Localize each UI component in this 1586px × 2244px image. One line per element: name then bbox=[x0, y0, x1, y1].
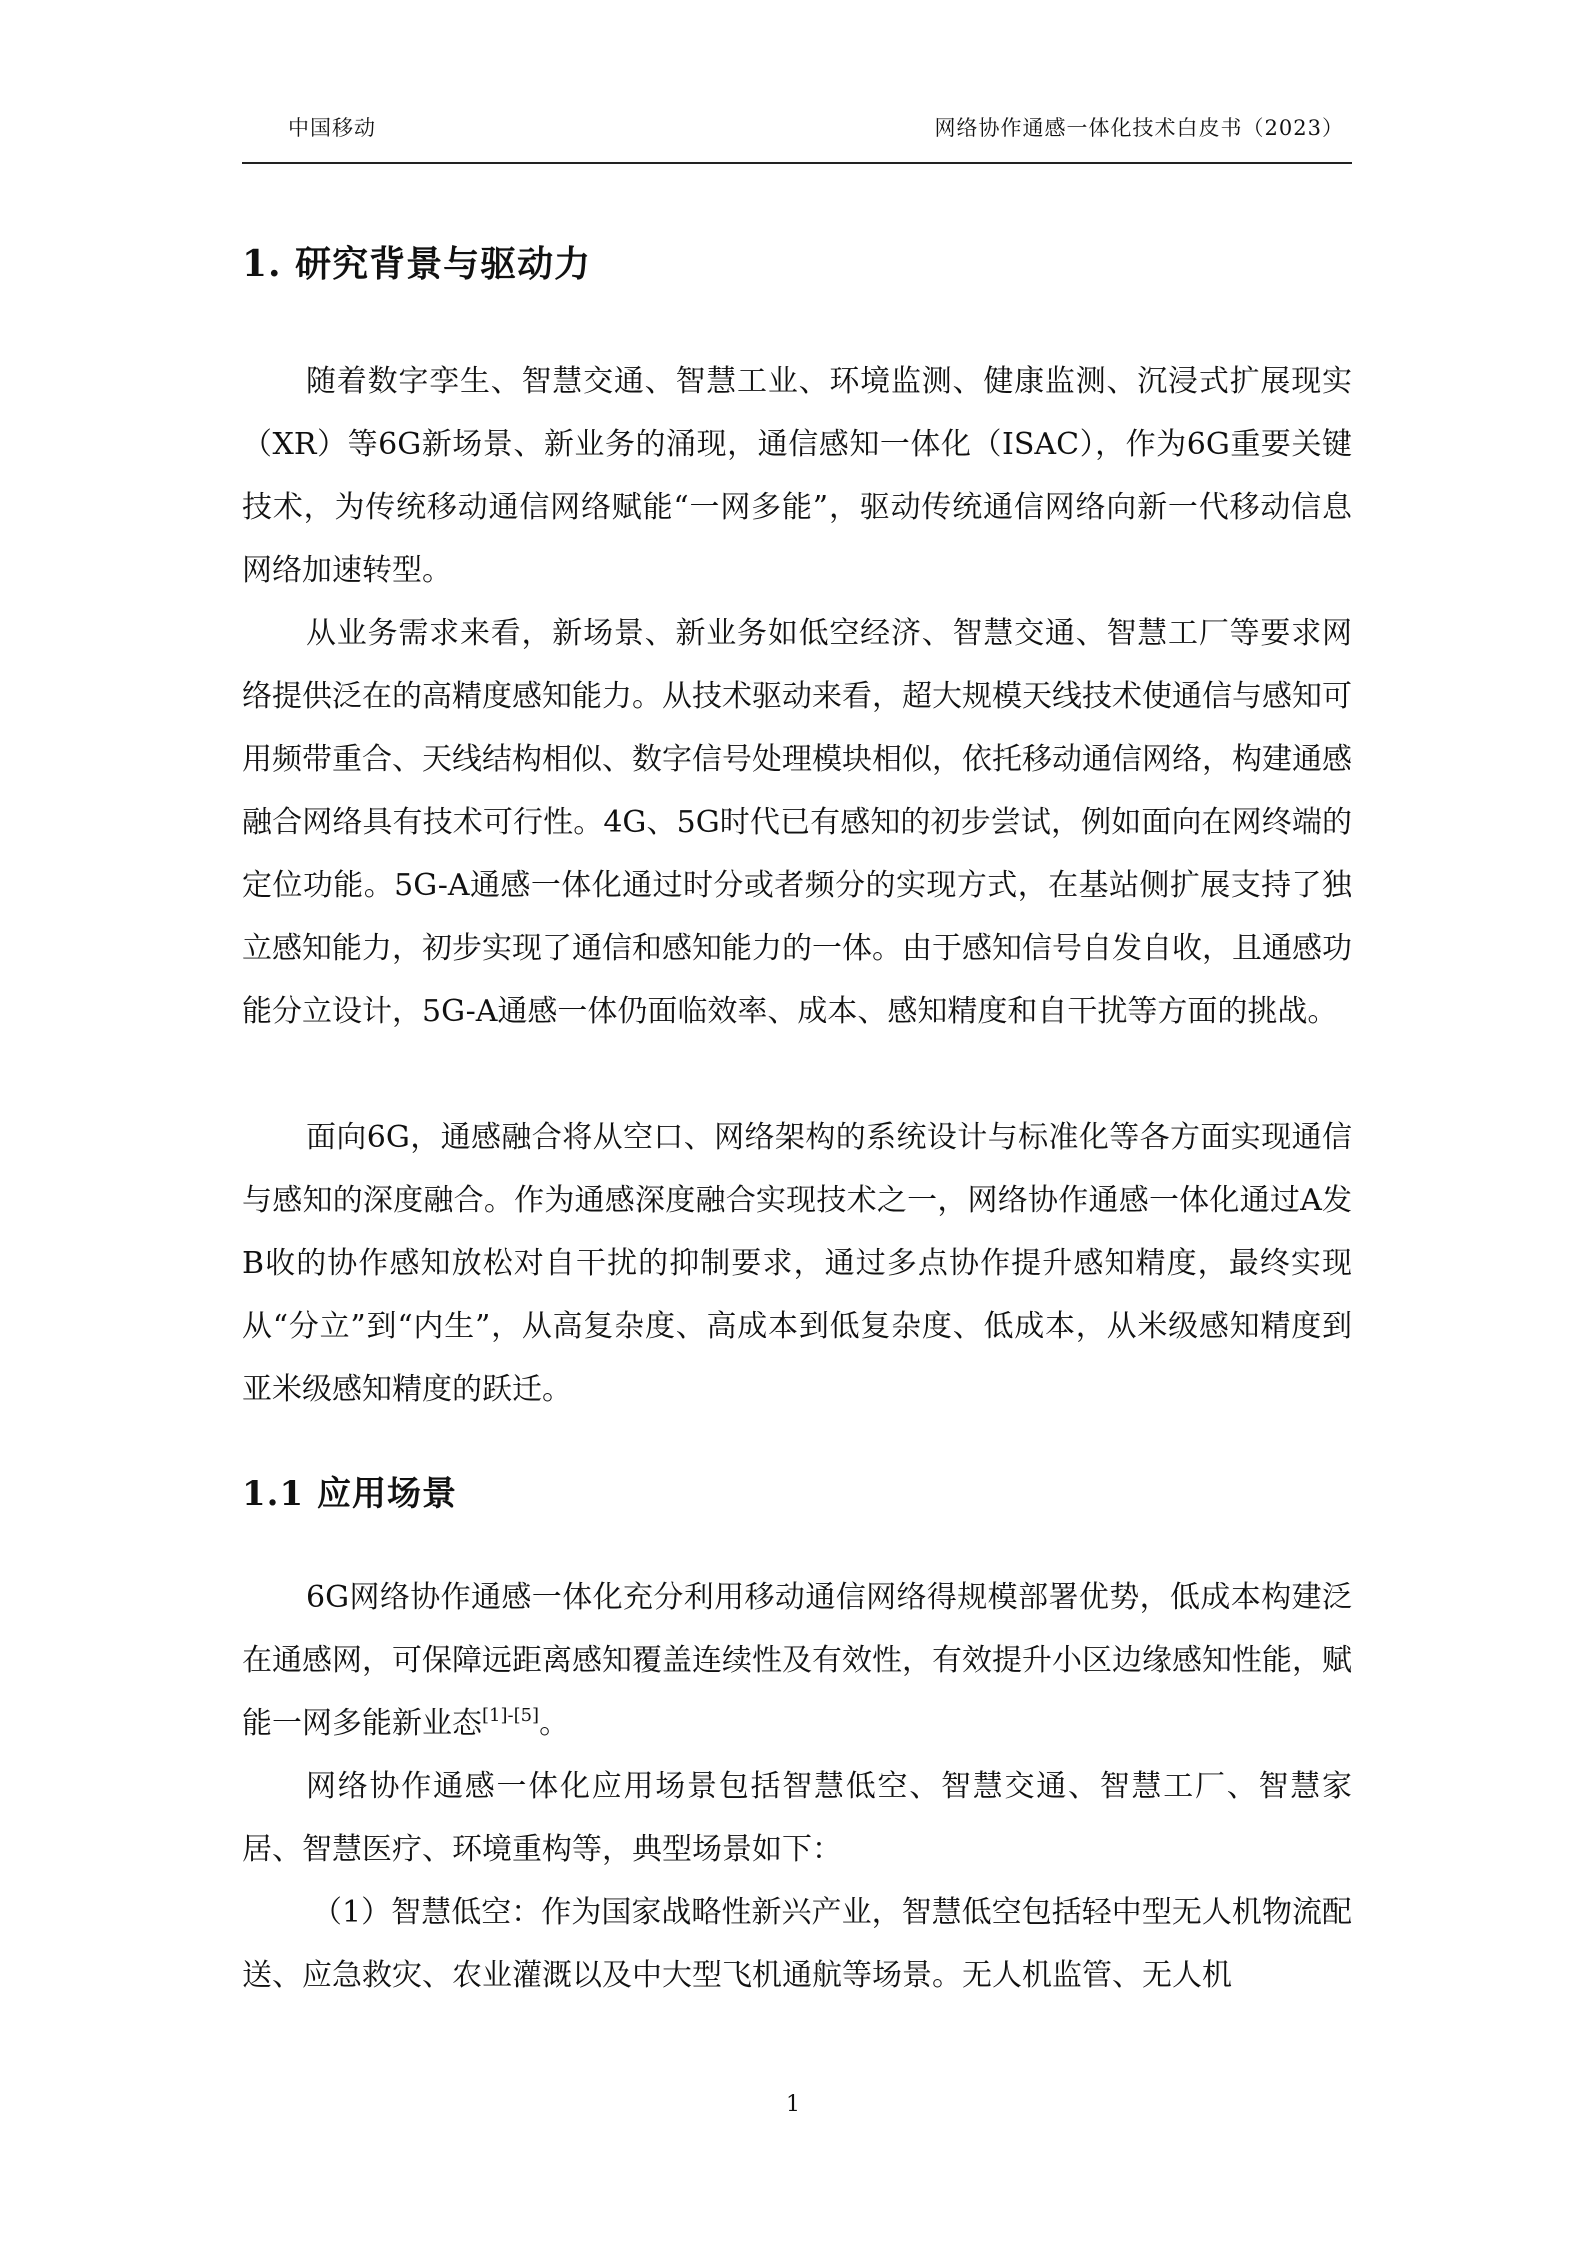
body-paragraph bbox=[242, 1566, 1352, 1755]
paragraph-text: 6G网络协作通感一体化充分利用移动通信网络得规模部署优势，低成本构建泛在通感网，可保障远距离感知覆盖连续性及有效性，有效提升小区边缘感知性能，赋能一网多能新业态 bbox=[242, 1580, 1352, 1741]
paragraph-punctuation: 。 bbox=[539, 1706, 570, 1741]
page-number: 1 bbox=[786, 2092, 800, 2117]
body-paragraph: 面向6G，通感融合将从空口、网络架构的系统设计与标准化等各方面实现通信与感知的深度融合。作为通感深度融合实现技术之一，网络协作通感一体化通过A发B收的协作感知放松对自干扰的抑制要求，通过多点协作提升感知精度，最终实现从“分立”到“内生”，从高复杂度、高成本到低复杂度、低成本，从米级感知精度到亚米级感知精度的跃迁。 bbox=[242, 1120, 1352, 1407]
body-paragraph: （1）智慧低空：作为国家战略性新兴产业，智慧低空包括轻中型无人机物流配送、应急救灾、农业灌溉以及中大型飞机通航等场景。无人机监管、无人机 bbox=[242, 1895, 1352, 1993]
header-organization: 中国移动 bbox=[288, 116, 376, 140]
citation-reference: [1]-[5] bbox=[482, 1705, 540, 1726]
header-document-title: 网络协作通感一体化技术白皮书（2023） bbox=[934, 116, 1344, 140]
body-paragraph: 随着数字孪生、智慧交通、智慧工业、环境监测、健康监测、沉浸式扩展现实（XR）等6G新场景、新业务的涌现，通信感知一体化（ISAC），作为6G重要关键技术，为传统移动通信网络赋能“一网多能”，驱动传统通信网络向新一代移动信息网络加速转型。 bbox=[242, 364, 1352, 588]
body-paragraph: 网络协作通感一体化应用场景包括智慧低空、智慧交通、智慧工厂、智慧家居、智慧医疗、环境重构等，典型场景如下： bbox=[242, 1769, 1352, 1867]
body-paragraph: 从业务需求来看，新场景、新业务如低空经济、智慧交通、智慧工厂等要求网络提供泛在的高精度感知能力。从技术驱动来看，超大规模天线技术使通信与感知可用频带重合、天线结构相似、数字信号处理模块相似，依托移动通信网络，构建通感融合网络具有技术可行性。4G、5G时代已有感知的初步尝试，例如面向在网终端的定位功能。5G-A通感一体化通过时分或者频分的实现方式，在基站侧扩展支持了独立感知能力，初步实现了通信和感知能力的一体。由于感知信号自发自收，且通感功能分立设计，5G-A通感一体仍面临效率、成本、感知精度和自干扰等方面的挑战。 bbox=[242, 616, 1352, 1029]
page-header bbox=[242, 112, 1352, 162]
subsection-heading: 1.1 应用场景 bbox=[242, 1474, 457, 1514]
section-heading: 1. 研究背景与驱动力 bbox=[242, 243, 592, 285]
header-divider bbox=[242, 162, 1352, 164]
